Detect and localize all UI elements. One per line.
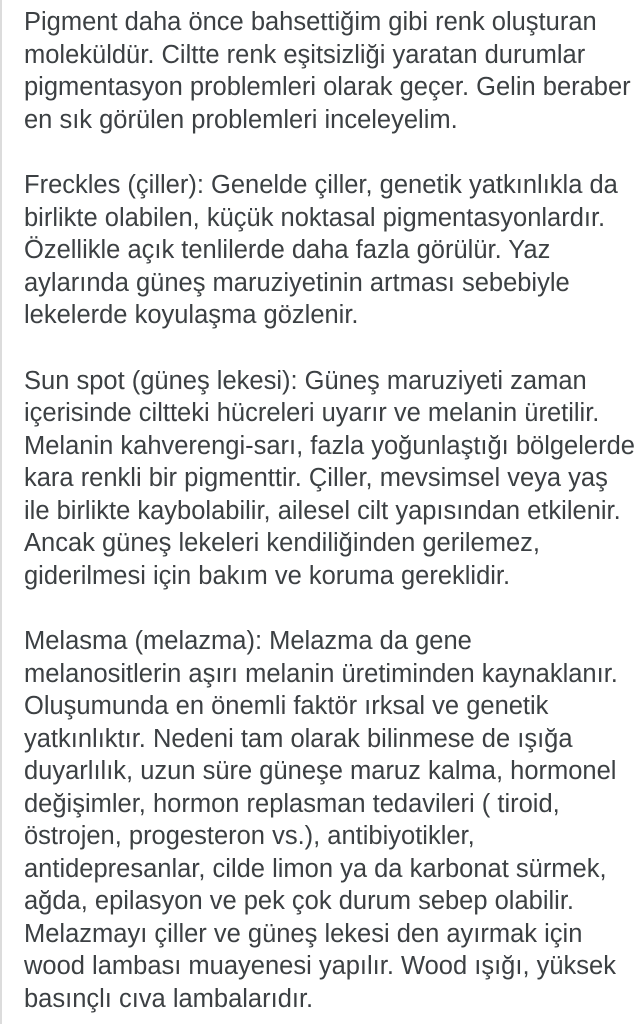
- text-line: Freckles (çiller): Genelde çiller, genetik yatkınlıkla da: [24, 171, 618, 199]
- text-line: Oluşumunda en önemli faktör ırksal ve genetik: [24, 692, 549, 720]
- text-line: giderilmesi için bakım ve koruma gereklidir.: [24, 561, 511, 590]
- text-line: Ancak güneş lekeleri kendiliğinden gerilemez,: [24, 529, 540, 557]
- paragraph-sun-spot: [24, 365, 635, 593]
- text-line: wood lambası muayenesi yapılır. Wood ışığı, yüksek: [24, 952, 616, 980]
- paragraph-intro-pigment: [24, 6, 631, 136]
- text-line: ağda, epilasyon ve pek çok durum sebep olabilir.: [24, 887, 575, 915]
- paragraph-melasma: [24, 625, 625, 1015]
- text-line: aylarında güneş maruziyetinin artması sebebiyle: [24, 268, 570, 297]
- text-line: Melasma (melazma): Melazma da gene: [24, 627, 472, 655]
- text-line: melanositlerin aşırı melanin üretiminden kaynaklanır.: [24, 659, 618, 688]
- text-line: Melanin kahverengi-sarı, fazla yoğunlaştığı bölgelerde: [24, 431, 635, 460]
- text-line: Melazmayı çiller ve güneş lekesi den ayırmak için: [24, 919, 583, 948]
- left-edge-divider: [0, 0, 2, 1024]
- text-line: Sun spot (güneş lekesi): Güneş maruziyeti zaman: [24, 366, 587, 395]
- text-line: pigmentasyon problemleri olarak geçer. Gelin beraber: [24, 73, 631, 101]
- text-line: içerisinde ciltteki hücreleri uyarır ve melanin üretilir.: [24, 399, 600, 427]
- paragraph-freckles: [24, 169, 625, 332]
- text-line: Özellikle açık tenlilerde daha fazla görülür. Yaz: [24, 236, 551, 264]
- text-line: antidepresanlar, cilde limon ya da karbonat sürmek,: [24, 854, 607, 883]
- text-line: duyarlılık, uzun süre güneşe maruz kalma, hormonel: [24, 757, 617, 785]
- text-line: yatkınlıktır. Nedeni tam olarak bilinmese de ışığa: [24, 724, 573, 753]
- article: [24, 6, 635, 1015]
- text-line: kara renkli bir pigmenttir. Çiller, mevsimsel veya yaş: [24, 464, 608, 492]
- text-line: en sık görülen problemleri inceleyelim.: [24, 105, 458, 134]
- text-line: ile birlikte kaybolabilir, ailesel cilt yapısından etkilenir.: [24, 496, 621, 525]
- text-line: Pigment daha önce bahsettiğim gibi renk oluşturan: [24, 8, 597, 36]
- text-line: basınçlı cıva lambalarıdır.: [24, 984, 314, 1013]
- text-line: değişimler, hormon replasman tedavileri ( tiroid,: [24, 789, 560, 818]
- text-line: moleküldür. Ciltte renk eşitsizliği yaratan durumlar: [24, 40, 586, 69]
- text-line: lekelerde koyulaşma gözlenir.: [24, 301, 359, 329]
- text-line: birlikte olabilen, küçük noktasal pigmentasyonlardır.: [24, 203, 606, 232]
- text-line: östrojen, progesteron vs.), antibiyotikler,: [24, 822, 475, 850]
